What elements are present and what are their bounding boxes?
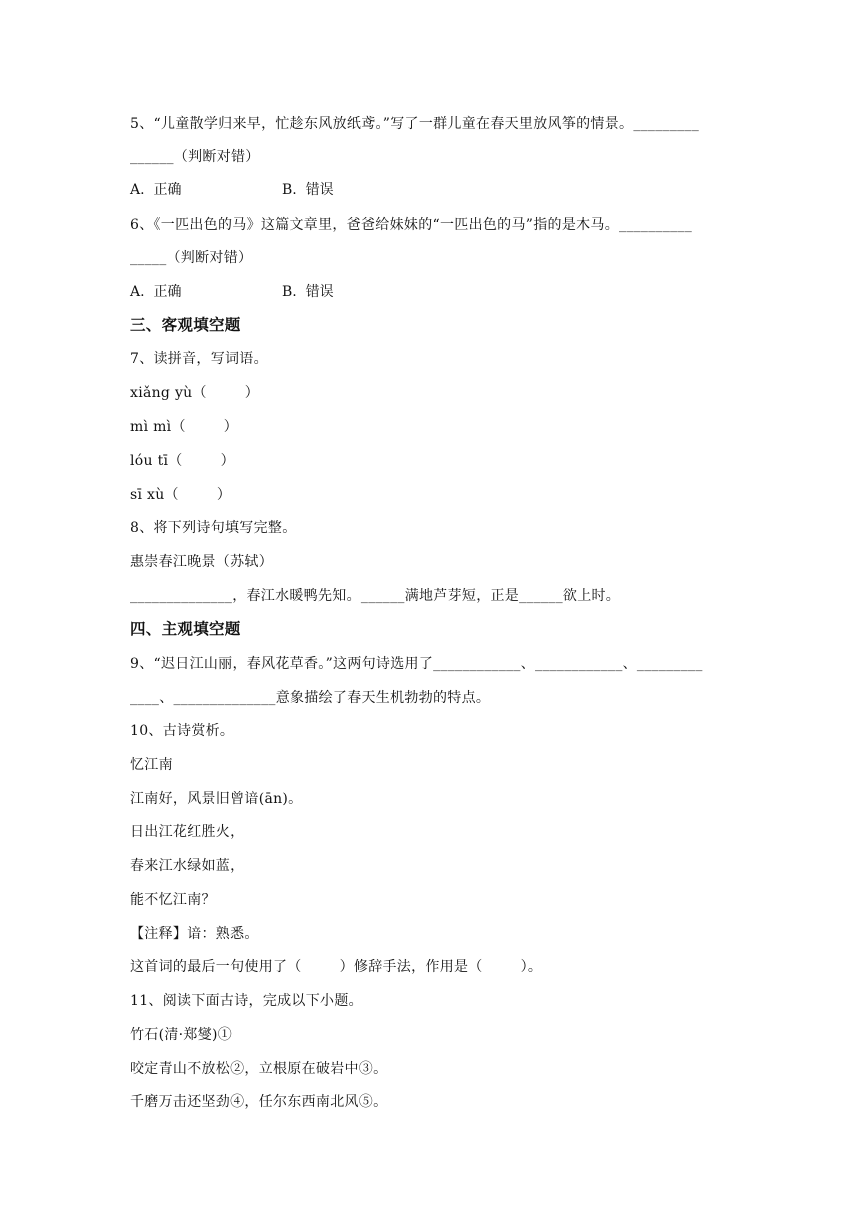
section4-heading: 四、主观填空题 [130,620,241,638]
q11-poem-line: 千磨万击还坚劲④，任尔东西南北风⑤。 [130,1094,388,1110]
q6-option-a[interactable]: A. 正确 [130,284,182,300]
q9-line2: ____、______________意象描绘了春天生机勃勃的特点。 [130,690,491,706]
q5-option-b[interactable]: B. 错误 [282,182,334,198]
q7-item: sī xù（ ） [130,487,232,503]
q10-poem-line: 能不忆江南？ [130,892,216,908]
q10-prompt: 10、古诗赏析。 [130,723,235,739]
q10-poem-line: 江南好，风景旧曾谙(ān)。 [130,791,303,807]
q7-item: xiǎng yù（ ） [130,385,260,401]
q6-line2: _____（判断对错） [130,250,253,266]
q10-question: 这首词的最后一句使用了（ ）修辞手法，作用是（ ）。 [130,959,543,975]
q9-line1: 9、“迟日江山丽，春风花草香。”这两句诗选用了____________、____________、_________ [130,656,703,672]
q5-line2: ______（判断对错） [130,149,260,165]
q8-fill-line: ______________，春江水暖鸭先知。______满地芦芽短，正是______欲上时。 [130,588,621,604]
section3-heading: 三、客观填空题 [130,316,241,334]
q10-poem-title: 忆江南 [130,757,173,773]
q11-poem-line: 咬定青山不放松②，立根原在破岩中③。 [130,1061,388,1077]
q11-poem-title: 竹石(清·郑燮)① [130,1027,233,1043]
q11-prompt: 11、阅读下面古诗，完成以下小题。 [130,993,363,1009]
q10-poem-line: 日出江花红胜火， [130,824,245,840]
q6-option-b[interactable]: B. 错误 [282,284,334,300]
q7-prompt: 7、读拼音，写词语。 [130,351,268,367]
q6-line1: 6、《一匹出色的马》这篇文章里，爸爸给妹妹的“一匹出色的马”指的是木马。__________ [130,217,693,233]
q10-note: 【注释】谙：熟悉。 [130,926,259,942]
q8-prompt: 8、将下列诗句填写完整。 [130,520,297,536]
q8-poem-title: 惠崇春江晚景（苏轼） [130,554,273,570]
q7-item: mì mì（ ） [130,419,239,435]
q7-item: lóu tī（ ） [130,453,235,469]
q5-option-a[interactable]: A. 正确 [130,182,182,198]
q10-poem-line: 春来江水绿如蓝， [130,858,245,874]
q5-line1: 5、“儿童散学归来早，忙趁东风放纸鸢。”写了一群儿童在春天里放风筝的情景。_________ [130,116,700,132]
